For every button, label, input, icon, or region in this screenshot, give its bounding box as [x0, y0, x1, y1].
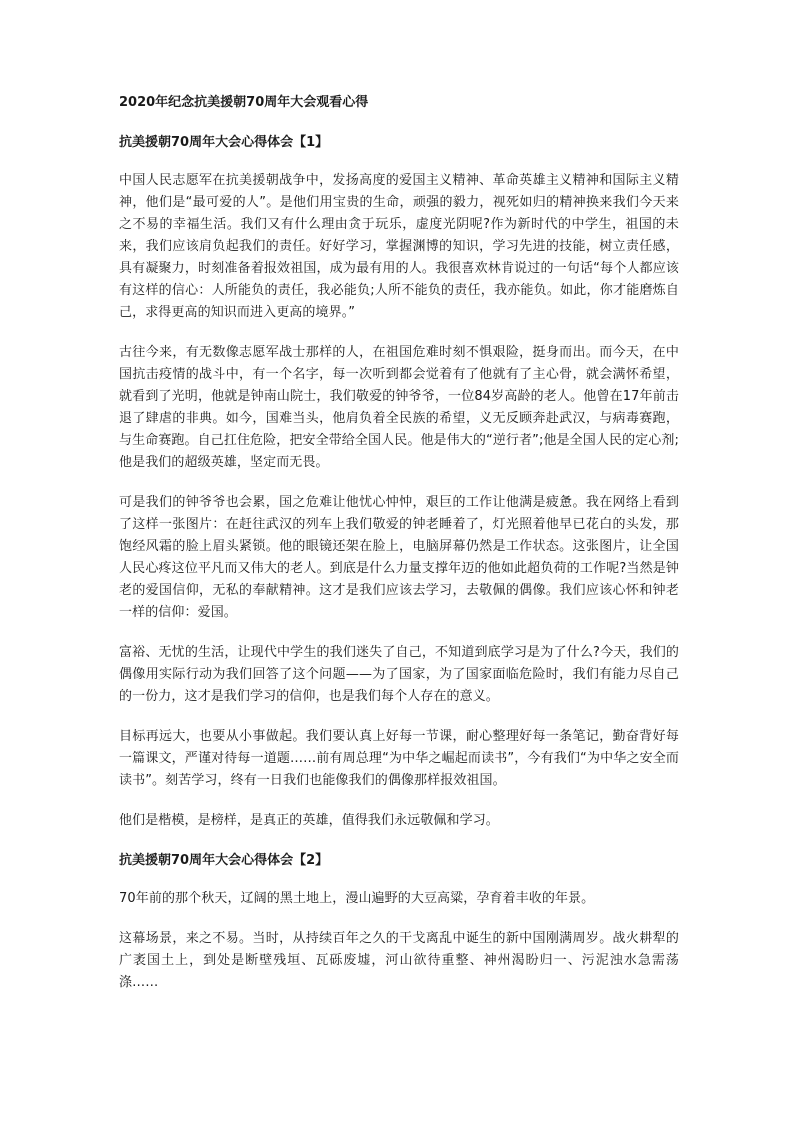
paragraph: 他们是楷模，是榜样，是真正的英雄，值得我们永远敬佩和学习。	[119, 813, 499, 828]
paragraph: 目标再远大，也要从小事做起。我们要认真上好每一节课，耐心整理好每一条笔记，勤奋背好每一篇课文，严谨对待每一道题……前有周总理“为中华之崛起而读书”，今有我们“为中华之安全而读书”。刻苦学习，终有一日我们也能像我们的偶像那样报效祖国。	[119, 729, 679, 788]
section-heading-1: 抗美援朝70周年大会心得体会【1】	[119, 135, 329, 150]
paragraph: 可是我们的钟爷爷也会累，国之危难让他忧心忡忡，艰巨的工作让他满是疲惫。我在网络上看到了这样一张图片：在赶往武汉的列车上我们敬爱的钟老睡着了，灯光照着他早已花白的头发，那饱经风霜的脸上眉头紧锁。他的眼镜还架在脸上，电脑屏幕仍然是工作状态。这张图片，让全国人民心疼这位平凡而又伟大的老人。到底是什么力量支撑年迈的他如此超负荷的工作呢?当然是钟老的爱国信仰，无私的奉献精神。这才是我们应该去学习，去敬佩的偶像。我们应该心怀和钟老一样的信仰：爱国。	[119, 495, 679, 620]
document-page	[119, 92, 679, 1012]
paragraph: 这幕场景，来之不易。当时，从持续百年之久的干戈离乱中诞生的新中国刚满周岁。战火耕犁的广袤国土上，到处是断壁残垣、瓦砾废墟，河山欲待重整、神州渴盼归一、污泥浊水急需荡涤……	[119, 931, 679, 990]
paragraph: 富裕、无忧的生活，让现代中学生的我们迷失了自己，不知道到底学习是为了什么?今天，我们的偶像用实际行动为我们回答了这个问题——为了国家，为了国家面临危险时，我们有能力尽自己的一份力，这才是我们学习的信仰，也是我们每个人存在的意义。	[119, 645, 679, 704]
paragraph: 中国人民志愿军在抗美援朝战争中，发扬高度的爱国主义精神、革命英雄主义精神和国际主义精神，他们是“最可爱的人”。是他们用宝贵的生命，顽强的毅力，视死如归的精神换来我们今天来之不易的幸福生活。我们又有什么理由贪于玩乐，虚度光阴呢?作为新时代的中学生，祖国的未来，我们应该肩负起我们的责任。好好学习，掌握渊博的知识，学习先进的技能，树立责任感，具有凝聚力，时刻准备着报效祖国，成为最有用的人。我很喜欢林肯说过的一句话“每个人都应该有这样的信心：人所能负的责任，我必能负;人所不能负的责任，我亦能负。如此，你才能磨炼自己，求得更高的知识而进入更高的境界。”	[119, 173, 679, 320]
paragraph: 70年前的那个秋天，辽阔的黑土地上，漫山遍野的大豆高粱，孕育着丰收的年景。	[119, 891, 595, 906]
section-heading-2: 抗美援朝70周年大会心得体会【2】	[119, 853, 329, 868]
document-title: 2020年纪念抗美援朝70周年大会观看心得	[119, 95, 369, 110]
paragraph: 古往今来，有无数像志愿军战士那样的人，在祖国危难时刻不惧艰险，挺身而出。而今天，在中国抗击疫情的战斗中，有一个名字，每一次听到都会觉着有了他就有了主心骨，就会满怀希望，就看到了光明，他就是钟南山院士，我们敬爱的钟爷爷，一位84岁高龄的老人。他曾在17年前击退了肆虐的非典。如今，国难当头，他肩负着全民族的希望，义无反顾奔赴武汉，与病毒赛跑，与生命赛跑。自己扛住危险，把安全带给全国人民。他是伟大的“逆行者”;他是全国人民的定心剂;他是我们的超级英雄，坚定而无畏。	[119, 345, 679, 470]
